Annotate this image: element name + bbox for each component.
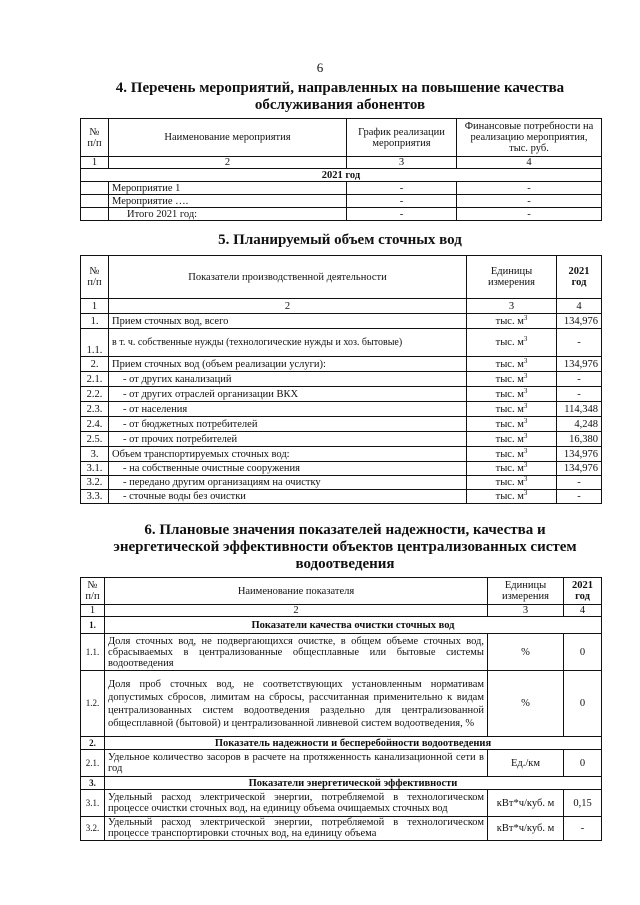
value-cell: 114,348 bbox=[557, 402, 602, 417]
unit-sup: 3 bbox=[523, 313, 528, 322]
value-cell: - bbox=[557, 490, 602, 504]
indicator-name: - от прочих потребителей bbox=[109, 432, 467, 447]
row-num: 2.3. bbox=[81, 402, 109, 417]
events-table bbox=[80, 118, 602, 221]
group-num: 2. bbox=[81, 737, 105, 750]
column-numbers-row bbox=[81, 605, 602, 617]
table-row bbox=[81, 357, 602, 372]
col-number: 1 bbox=[81, 157, 109, 169]
value-cell: - bbox=[557, 372, 602, 387]
row-num: 1. bbox=[81, 314, 109, 329]
table-row bbox=[81, 387, 602, 402]
event-schedule: - bbox=[347, 195, 457, 208]
table-row bbox=[81, 417, 602, 432]
value-cell: 0 bbox=[564, 750, 602, 777]
group-num: 1. bbox=[81, 617, 105, 634]
unit-sup: 3 bbox=[523, 416, 528, 425]
indicator-name: - от других отраслей организации ВКХ bbox=[109, 387, 467, 402]
row-num: 3.1. bbox=[81, 790, 105, 817]
unit-cell bbox=[467, 314, 557, 329]
group-header-row bbox=[81, 617, 602, 634]
wastewater-volume-table bbox=[80, 255, 602, 504]
table-row bbox=[81, 790, 602, 817]
header-year: 2021 год bbox=[557, 256, 602, 299]
value-cell: - bbox=[557, 387, 602, 402]
row-num: 3.2. bbox=[81, 817, 105, 841]
header-unit: Единицы измерения bbox=[488, 578, 564, 605]
table-row bbox=[81, 447, 602, 462]
header-unit: Единицы измерения bbox=[467, 256, 557, 299]
unit-text: тыс. м bbox=[495, 418, 524, 430]
event-schedule: - bbox=[347, 182, 457, 195]
section4-title-line1: 4. Перечень мероприятий, направленных на повышение качества bbox=[115, 80, 565, 96]
indicator-name: Доля проб сточных вод, не соответствующих установленным нормативам допустимых сбросов, лимитам на сбросы, рассчитанная применительно к видам централизованных систем водоотведения раздельно для централизованной общесплавной (бытовой) и централизованной ливневой систем водоотведения, % bbox=[105, 671, 488, 737]
header-event-name: Наименование мероприятия bbox=[109, 119, 347, 157]
unit-text: тыс. м bbox=[495, 315, 524, 327]
row-num bbox=[81, 195, 109, 208]
event-name: Мероприятие …. bbox=[109, 195, 347, 208]
year-label: 2021 год bbox=[81, 169, 602, 182]
unit-sup: 3 bbox=[523, 356, 528, 365]
table-row bbox=[81, 195, 602, 208]
col-number: 4 bbox=[457, 157, 602, 169]
table-row bbox=[81, 432, 602, 447]
row-num: 2.4. bbox=[81, 417, 109, 432]
unit-sup: 3 bbox=[523, 371, 528, 380]
unit-cell bbox=[467, 357, 557, 372]
unit-text: тыс. м bbox=[495, 403, 524, 415]
col-number: 3 bbox=[488, 605, 564, 617]
unit-cell: кВт*ч/куб. м bbox=[488, 817, 564, 841]
unit-text: тыс. м bbox=[495, 491, 524, 502]
section4-title bbox=[80, 80, 600, 114]
event-finance: - bbox=[457, 195, 602, 208]
section6-title bbox=[95, 522, 595, 573]
unit-sup: 3 bbox=[523, 489, 528, 497]
value-cell: 134,976 bbox=[557, 314, 602, 329]
indicator-name: - передано другим организациям на очистку bbox=[109, 476, 467, 490]
row-num: 2.2. bbox=[81, 387, 109, 402]
unit-cell bbox=[467, 402, 557, 417]
table-header-row bbox=[81, 119, 602, 157]
row-num: 1.1. bbox=[81, 329, 109, 357]
section5-title: 5. Планируемый объем сточных вод bbox=[218, 232, 462, 248]
unit-sup: 3 bbox=[523, 446, 528, 455]
unit-cell bbox=[467, 387, 557, 402]
section6-title-line2: энергетической эффективности объектов централизованных систем bbox=[113, 539, 577, 555]
col-number: 4 bbox=[564, 605, 602, 617]
section6-title-line3: водоотведения bbox=[295, 556, 395, 572]
unit-text: тыс. м bbox=[495, 337, 524, 348]
header-indicator: Показатели производственной деятельности bbox=[109, 256, 467, 299]
page-number: 6 bbox=[316, 60, 324, 75]
unit-text: тыс. м bbox=[495, 433, 524, 445]
unit-text: тыс. м bbox=[495, 477, 524, 488]
indicator-name: Удельный расход электрической энергии, потребляемой в технологическом процессе транспортировки сточных вод, на единицу объема bbox=[105, 817, 488, 841]
row-num: 3. bbox=[81, 447, 109, 462]
row-num: 3.1. bbox=[81, 462, 109, 476]
table-row bbox=[81, 634, 602, 671]
value-cell: - bbox=[557, 476, 602, 490]
header-indicator-name: Наименование показателя bbox=[105, 578, 488, 605]
unit-sup: 3 bbox=[523, 461, 528, 469]
row-num: 3.3. bbox=[81, 490, 109, 504]
group-num: 3. bbox=[81, 777, 105, 790]
col-number: 3 bbox=[347, 157, 457, 169]
column-numbers-row bbox=[81, 157, 602, 169]
table-row bbox=[81, 476, 602, 490]
value-cell: 0 bbox=[564, 671, 602, 737]
group-title: Показатель надежности и бесперебойности водоотведения bbox=[105, 737, 602, 750]
value-cell: - bbox=[557, 329, 602, 357]
table-header-row bbox=[81, 578, 602, 605]
group-title: Показатели качества очистки сточных вод bbox=[105, 617, 602, 634]
unit-sup: 3 bbox=[523, 335, 528, 343]
unit-cell: кВт*ч/куб. м bbox=[488, 790, 564, 817]
unit-cell bbox=[467, 372, 557, 387]
event-name: Итого 2021 год: bbox=[109, 208, 347, 221]
col-number: 4 bbox=[557, 299, 602, 314]
table-row bbox=[81, 750, 602, 777]
unit-cell: % bbox=[488, 671, 564, 737]
unit-sup: 3 bbox=[523, 475, 528, 483]
table-header-row bbox=[81, 256, 602, 299]
indicator-name: Объем транспортируемых сточных вод: bbox=[109, 447, 467, 462]
header-num: № п/п bbox=[81, 119, 109, 157]
value-cell: 16,380 bbox=[557, 432, 602, 447]
column-numbers-row bbox=[81, 299, 602, 314]
indicator-name: Доля сточных вод, не подвергающихся очистке, в общем объеме сточных вод, сбрасываемых в централизованные общесплавные или бытовые системы водоотведения bbox=[105, 634, 488, 671]
indicator-name: Прием сточных вод (объем реализации услуги): bbox=[109, 357, 467, 372]
unit-cell bbox=[467, 490, 557, 504]
col-number: 1 bbox=[81, 605, 105, 617]
indicator-name: Удельное количество засоров в расчете на протяженность канализационной сети в год bbox=[105, 750, 488, 777]
unit-sup: 3 bbox=[523, 431, 528, 440]
event-finance: - bbox=[457, 182, 602, 195]
unit-cell bbox=[467, 417, 557, 432]
table-row bbox=[81, 329, 602, 357]
unit-cell: Ед./км bbox=[488, 750, 564, 777]
table-row bbox=[81, 402, 602, 417]
row-num: 1.2. bbox=[81, 671, 105, 737]
table-row bbox=[81, 671, 602, 737]
col-number: 3 bbox=[467, 299, 557, 314]
row-num bbox=[81, 182, 109, 195]
unit-text: тыс. м bbox=[495, 448, 524, 460]
value-cell: 134,976 bbox=[557, 357, 602, 372]
table-row bbox=[81, 208, 602, 221]
table-row bbox=[81, 462, 602, 476]
indicator-name: Прием сточных вод, всего bbox=[109, 314, 467, 329]
section6-title-line1: 6. Плановые значения показателей надежности, качества и bbox=[144, 522, 546, 538]
indicator-name: - на собственные очистные сооружения bbox=[109, 462, 467, 476]
table-row bbox=[81, 817, 602, 841]
col-number: 2 bbox=[105, 605, 488, 617]
group-header-row bbox=[81, 737, 602, 750]
unit-cell bbox=[467, 432, 557, 447]
value-cell: 0,15 bbox=[564, 790, 602, 817]
year-row bbox=[81, 169, 602, 182]
unit-sup: 3 bbox=[523, 401, 528, 410]
value-cell: 4,248 bbox=[557, 417, 602, 432]
row-num: 2. bbox=[81, 357, 109, 372]
value-cell: 134,976 bbox=[557, 447, 602, 462]
table-row bbox=[81, 314, 602, 329]
unit-sup: 3 bbox=[523, 386, 528, 395]
group-title: Показатели энергетической эффективности bbox=[105, 777, 602, 790]
unit-text: тыс. м bbox=[495, 373, 524, 385]
row-num: 2.5. bbox=[81, 432, 109, 447]
col-number: 2 bbox=[109, 157, 347, 169]
table-row bbox=[81, 372, 602, 387]
unit-text: тыс. м bbox=[495, 358, 524, 370]
unit-text: тыс. м bbox=[495, 463, 524, 474]
value-cell: 0 bbox=[564, 634, 602, 671]
header-year: 2021 год bbox=[564, 578, 602, 605]
value-cell: 134,976 bbox=[557, 462, 602, 476]
unit-text: тыс. м bbox=[495, 388, 524, 400]
table-row bbox=[81, 490, 602, 504]
indicator-name: - от бюджетных потребителей bbox=[109, 417, 467, 432]
indicator-name: - от населения bbox=[109, 402, 467, 417]
indicator-name: - сточные воды без очистки bbox=[109, 490, 467, 504]
row-num: 2.1. bbox=[81, 372, 109, 387]
header-finance: Финансовые потребности на реализацию мероприятия, тыс. руб. bbox=[457, 119, 602, 157]
indicator-name: в т. ч. собственные нужды (технологические нужды и хоз. бытовые) bbox=[109, 329, 467, 357]
group-header-row bbox=[81, 777, 602, 790]
row-num: 1.1. bbox=[81, 634, 105, 671]
event-finance: - bbox=[457, 208, 602, 221]
indicators-table bbox=[80, 577, 602, 841]
unit-cell: % bbox=[488, 634, 564, 671]
value-cell: - bbox=[564, 817, 602, 841]
unit-cell bbox=[467, 447, 557, 462]
indicator-name: Удельный расход электрической энергии, потребляемой в технологическом процессе очистки сточных вод, на единицу объема очищаемых сточных вод bbox=[105, 790, 488, 817]
event-name: Мероприятие 1 bbox=[109, 182, 347, 195]
unit-cell bbox=[467, 462, 557, 476]
table-row bbox=[81, 182, 602, 195]
unit-cell bbox=[467, 476, 557, 490]
row-num: 3.2. bbox=[81, 476, 109, 490]
col-number: 2 bbox=[109, 299, 467, 314]
event-schedule: - bbox=[347, 208, 457, 221]
col-number: 1 bbox=[81, 299, 109, 314]
section4-title-line2: обслуживания абонентов bbox=[254, 97, 426, 113]
row-num: 2.1. bbox=[81, 750, 105, 777]
header-num: № п/п bbox=[81, 578, 105, 605]
indicator-name: - от других канализаций bbox=[109, 372, 467, 387]
header-num: № п/п bbox=[81, 256, 109, 299]
unit-cell bbox=[467, 329, 557, 357]
header-schedule: График реализации мероприятия bbox=[347, 119, 457, 157]
row-num bbox=[81, 208, 109, 221]
